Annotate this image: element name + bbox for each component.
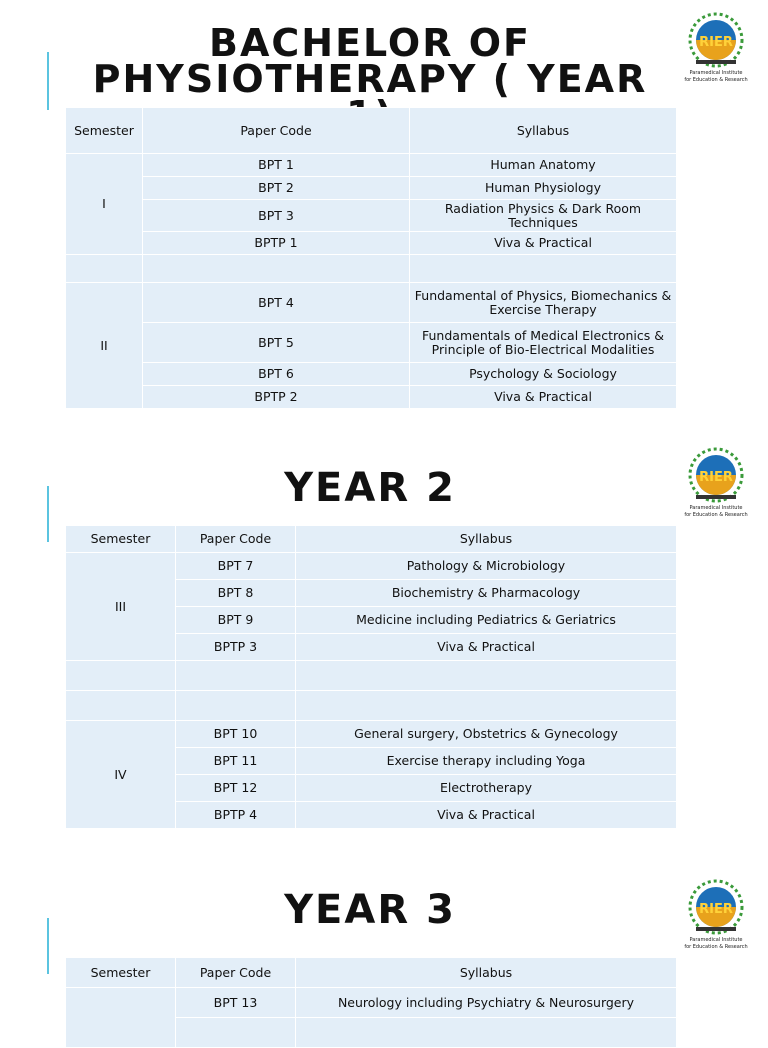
paper-code: BPT 11: [176, 748, 296, 775]
empty-cell: [66, 691, 176, 721]
paper-code: BPT 8: [176, 580, 296, 607]
paper-code: BPT 6: [143, 363, 410, 386]
syllabus-cell: Pathology & Microbiology: [296, 553, 677, 580]
institute-logo: [676, 10, 756, 90]
syllabus-cell: Viva & Practical: [410, 386, 677, 409]
header-semester: Semester: [66, 526, 176, 553]
syllabus-cell: Radiation Physics & Dark Room Techniques: [410, 200, 677, 232]
syllabus-cell: Electrotherapy: [296, 775, 677, 802]
paper-code: BPT 5: [143, 323, 410, 363]
header-paper-code: Paper Code: [176, 958, 296, 988]
semester-cell: III: [66, 553, 176, 661]
logo-text: RIER: [699, 902, 733, 917]
syllabus-cell: Fundamental of Physics, Biomechanics & Exercise Therapy: [410, 283, 677, 323]
paper-code: BPT 2: [143, 177, 410, 200]
paper-code: BPTP 4: [176, 802, 296, 829]
accent-line: [47, 918, 49, 974]
empty-cell: [66, 661, 176, 691]
empty-cell: [143, 255, 410, 283]
empty-cell: [176, 691, 296, 721]
accent-line: [47, 52, 49, 110]
logo-caption: for Education & Research: [684, 944, 748, 950]
semester-cell: II: [66, 283, 143, 409]
syllabus-table-year3: [65, 957, 677, 1048]
paper-code: BPT 10: [176, 721, 296, 748]
syllabus-cell: Biochemistry & Pharmacology: [296, 580, 677, 607]
syllabus-cell: Fundamentals of Medical Electronics & Principle of Bio-Electrical Modalities: [410, 323, 677, 363]
syllabus-cell: General surgery, Obstetrics & Gynecology: [296, 721, 677, 748]
paper-code: BPTP 1: [143, 232, 410, 255]
paper-code: BPT 9: [176, 607, 296, 634]
institute-logo: [676, 877, 756, 957]
logo-text: RIER: [699, 35, 733, 50]
syllabus-cell: Neurology including Psychiatry & Neurosurgery: [296, 988, 677, 1018]
paper-code: BPT 13: [176, 988, 296, 1018]
semester-cell: [66, 988, 176, 1048]
paper-code: BPT 4: [143, 283, 410, 323]
paper-code: BPTP 2: [143, 386, 410, 409]
paper-code: BPT 7: [176, 553, 296, 580]
empty-cell: [296, 691, 677, 721]
syllabus-cell: Psychology & Sociology: [410, 363, 677, 386]
logo-text: RIER: [699, 470, 733, 485]
paper-code: BPTP 3: [176, 634, 296, 661]
syllabus-cell: Viva & Practical: [296, 802, 677, 829]
empty-cell: [296, 1018, 677, 1048]
empty-cell: [176, 661, 296, 691]
syllabus-table-year2: [65, 525, 677, 829]
institute-logo: [676, 445, 756, 525]
empty-cell: [410, 255, 677, 283]
paper-code: BPT 3: [143, 200, 410, 232]
header-paper-code: Paper Code: [143, 108, 410, 154]
semester-cell: IV: [66, 721, 176, 829]
empty-cell: [176, 1018, 296, 1048]
syllabus-cell: Viva & Practical: [296, 634, 677, 661]
syllabus-cell: Medicine including Pediatrics & Geriatrics: [296, 607, 677, 634]
logo-caption: for Education & Research: [684, 77, 748, 83]
logo-caption: Paramedical Institute: [689, 70, 743, 76]
header-syllabus: Syllabus: [410, 108, 677, 154]
paper-code: BPT 1: [143, 154, 410, 177]
header-syllabus: Syllabus: [296, 958, 677, 988]
logo-caption: for Education & Research: [684, 512, 748, 518]
syllabus-table-year1: [65, 107, 677, 409]
section-title: YEAR 2: [284, 465, 456, 511]
semester-cell: I: [66, 154, 143, 255]
syllabus-cell: Human Physiology: [410, 177, 677, 200]
logo-caption: Paramedical Institute: [689, 937, 743, 943]
header-syllabus: Syllabus: [296, 526, 677, 553]
section-title: YEAR 3: [284, 887, 456, 933]
syllabus-cell: Human Anatomy: [410, 154, 677, 177]
syllabus-cell: Exercise therapy including Yoga: [296, 748, 677, 775]
header-semester: Semester: [66, 958, 176, 988]
header-paper-code: Paper Code: [176, 526, 296, 553]
page-title: BACHELOR OF PHYSIOTHERAPY ( YEAR: [92, 21, 648, 101]
empty-cell: [296, 661, 677, 691]
logo-caption: Paramedical Institute: [689, 505, 743, 511]
accent-line: [47, 486, 49, 542]
header-semester: Semester: [66, 108, 143, 154]
paper-code: BPT 12: [176, 775, 296, 802]
syllabus-cell: Viva & Practical: [410, 232, 677, 255]
empty-cell: [66, 255, 143, 283]
